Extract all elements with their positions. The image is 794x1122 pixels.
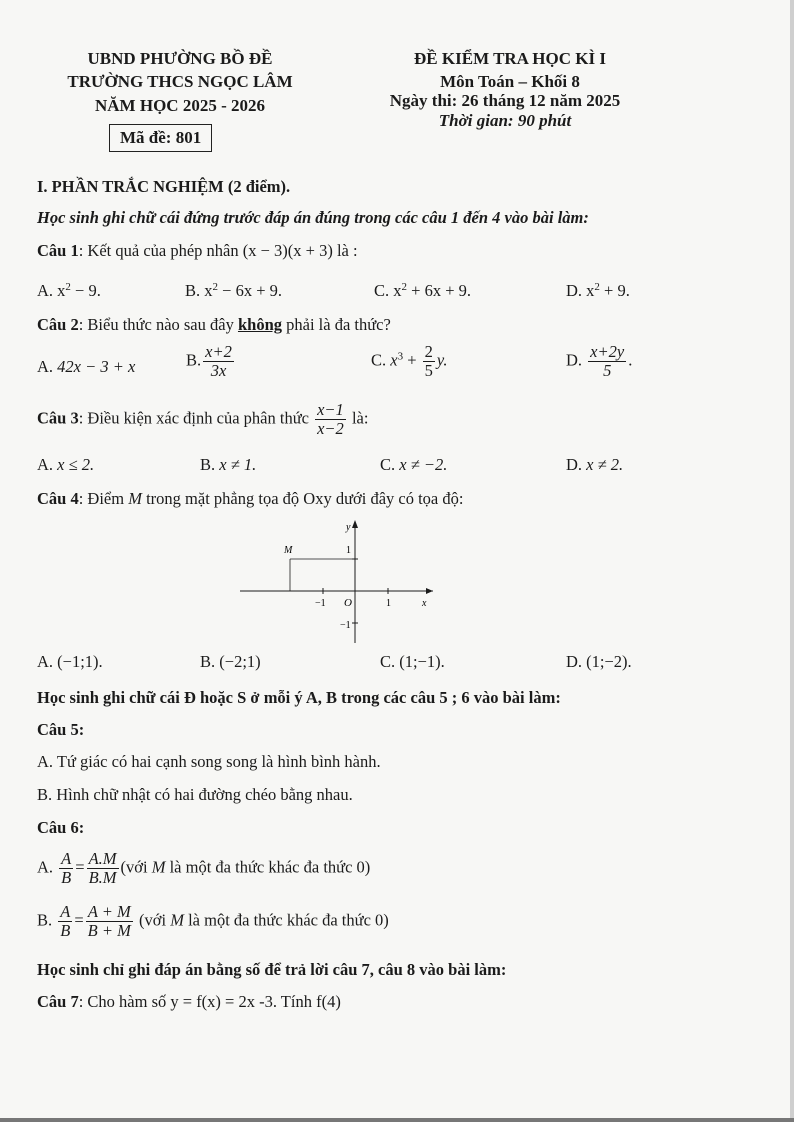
q4-option-a: A. (−1;1). (37, 652, 103, 671)
q2-option-b: B. $\frac{x+2}{3x}$ (186, 342, 232, 380)
tick-label-y-neg1: −1 (340, 620, 351, 631)
scan-edge (790, 0, 794, 1122)
question-4: Câu 4: Điểm M trong mặt phẳng tọa độ Oxy dưới đây có tọa độ: (37, 489, 464, 508)
question-label: Câu 4 (37, 489, 79, 508)
q3-option-d: D. x ≠ 2. (566, 455, 624, 474)
q1-option-c: C. $x^2 + 6x + 9$. (374, 281, 472, 300)
true-false-instruction: Học sinh ghi chữ cái Đ hoặc S ở mỗi ý A, B trong các câu 5 ; 6 vào bài làm: (37, 688, 561, 707)
section-title: I. PHẦN TRẮC NGHIỆM (2 điểm). (37, 177, 291, 196)
tick-label-x-neg1: −1 (315, 598, 326, 609)
x-axis-arrow (426, 588, 433, 594)
question-7: Câu 7: Cho hàm số y = f(x) = 2x -3. Tính f(4) (37, 992, 341, 1011)
numeric-answer-instruction: Học sinh chỉ ghi đáp án bằng số để trả lời câu 7, câu 8 vào bài làm: (37, 960, 507, 979)
q4-option-b: B. (−2;1) (200, 652, 261, 671)
q3-option-c: C. x ≠ −2. (380, 455, 448, 474)
x-axis-label: x (422, 598, 427, 609)
question-5: Câu 5: (37, 720, 85, 739)
exam-title: ĐỀ KIỂM TRA HỌC KÌ I (414, 49, 606, 68)
q3-option-b: B. x ≠ 1. (200, 455, 257, 474)
q1-option-b: B. $x^2 - 6x + 9$. (185, 281, 283, 300)
question-6: Câu 6: (37, 818, 85, 837)
scan-bottom-edge (0, 1118, 794, 1122)
exam-code-box: Mã đề: 801 (109, 124, 212, 152)
q4-option-c: C. (1;−1). (380, 652, 445, 671)
q2-option-a: A. 42x − 3 + x (37, 357, 136, 376)
q2-option-d: D. $\frac{x+2y}{5}$ . (566, 342, 633, 380)
question-label: Câu 2 (37, 315, 79, 334)
q3-option-a: A. x ≤ 2. (37, 455, 95, 474)
section-instruction: Học sinh ghi chữ cái đứng trước đáp án đúng trong các câu 1 đến 4 vào bài làm: (37, 208, 589, 227)
q5-statement-b: B. Hình chữ nhật có hai đường chéo bằng nhau. (37, 785, 353, 804)
question-label: Câu 7 (37, 992, 79, 1011)
question-label: Câu 1 (37, 241, 79, 260)
exam-duration: Thời gian: 90 phút (438, 111, 572, 130)
question-label: Câu 3 (37, 408, 79, 428)
question-1: Câu 1: Kết quả của phép nhân (x − 3)(x + 3) là : (37, 241, 358, 260)
origin-label: O (344, 597, 352, 609)
header-school: TRƯỜNG THCS NGỌC LÂM (67, 72, 293, 91)
y-axis-arrow (352, 520, 358, 528)
q4-option-d: D. (1;−2). (566, 652, 632, 671)
q1-option-a: A. $x^2 - 9$. (37, 281, 101, 300)
exam-date: Ngày thi: 26 tháng 12 năm 2025 (389, 91, 621, 110)
header-authority: UBND PHƯỜNG BỒ ĐỀ (87, 49, 273, 68)
point-m-label: M (284, 545, 293, 556)
exam-subject: Môn Toán – Khối 8 (440, 72, 580, 91)
question-2: Câu 2: Biểu thức nào sau đây không phải là đa thức? (37, 315, 391, 334)
header-year: NĂM HỌC 2025 - 2026 (95, 96, 265, 115)
coordinate-graph (238, 518, 438, 646)
tick-label-y-1: 1 (346, 545, 351, 556)
q5-statement-a: A. Tứ giác có hai cạnh song song là hình bình hành. (37, 752, 381, 771)
question-3: Câu 3: Điều kiện xác định của phân thức $\frac{x-1}{x-2}$ là: (37, 400, 369, 438)
q1-option-d: D. $x^2 + 9$. (566, 281, 630, 300)
q6-statement-a: A. $\frac{A}{B}$ = $\frac{A.M}{B.M}$ (với M là một đa thức khác đa thức 0) (37, 849, 371, 887)
q6-statement-b: B. $\frac{A}{B}$ = $\frac{A + M}{B + M}$ (với M là một đa thức khác đa thức 0) (37, 902, 389, 940)
y-axis-label: y (346, 522, 351, 533)
q2-option-c: C. $x^3$ + $\frac{2}{5}$ y. (371, 342, 448, 380)
tick-label-x-1: 1 (386, 598, 391, 609)
